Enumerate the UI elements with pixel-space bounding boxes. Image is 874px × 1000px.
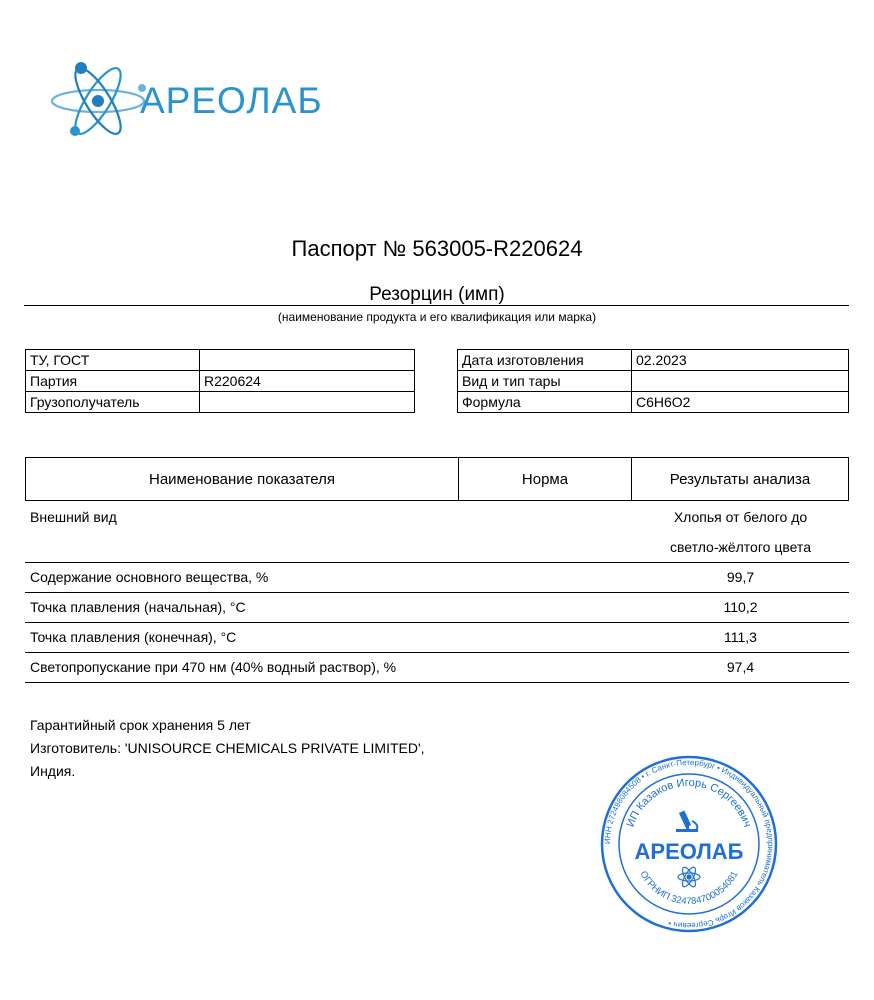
result-value: 97,4: [726, 659, 755, 675]
table-row: [25, 622, 849, 653]
info-row-manufacture-date: [458, 350, 849, 371]
info-label: Дата изготовления: [458, 350, 632, 371]
stamp-upper-text: ИП Казаков Игорь Сергеевич: [624, 776, 754, 829]
info-label: Вид и тип тары: [458, 371, 632, 392]
table-row: [25, 592, 849, 623]
info-value: R220624: [200, 371, 415, 392]
info-table-left: [25, 349, 415, 413]
indicator-name: Внешний вид: [30, 509, 117, 525]
table-row: [25, 501, 849, 563]
product-name: Резорцин (имп): [369, 284, 505, 305]
column-header-result: Результаты анализа: [632, 458, 849, 501]
table-row: [25, 562, 849, 593]
indicator-name: Содержание основного вещества, %: [30, 569, 269, 585]
info-label: Партия: [26, 371, 200, 392]
indicator-name: Точка плавления (конечная), °С: [30, 629, 237, 645]
info-table-right: [457, 349, 849, 413]
info-value: 02.2023: [632, 350, 849, 371]
info-label: ТУ, ГОСТ: [26, 350, 200, 371]
result-value: 110,2: [723, 599, 758, 615]
column-header-indicator: Наименование показателя: [26, 458, 459, 501]
info-row-consignee: [26, 392, 415, 413]
passport-title: Паспорт № 563005-R220624: [291, 236, 583, 261]
column-header-norm: Норма: [459, 458, 632, 501]
info-value: [632, 371, 849, 392]
info-row-tu-gost: [26, 350, 415, 371]
stamp-center-text: АРЕОЛАБ: [634, 839, 744, 864]
info-label: Грузополучатель: [26, 392, 200, 413]
result-value: 99,7: [726, 569, 755, 585]
info-row-formula: [458, 392, 849, 413]
logo-text: АРЕОЛАБ: [140, 80, 323, 121]
product-underline: [24, 305, 849, 306]
info-label: Формула: [458, 392, 632, 413]
microscope-icon: [676, 810, 698, 832]
atom-icon: [678, 865, 700, 888]
manufacturer-note: Изготовитель: 'UNISOURCE CHEMICALS PRIVATE LIMITED',: [30, 740, 425, 756]
info-row-batch: [26, 371, 415, 392]
stamp-lower-text: ОГРНИП 324784700054081: [637, 869, 741, 907]
product-caption: (наименование продукта и его квалификация или марка): [277, 310, 597, 324]
info-row-container-type: [458, 371, 849, 392]
footer-notes: [30, 714, 425, 783]
stamp-outer-text: ИНН 272498084508 • г. Санкт-Петербург • Индивидуальный предприниматель Казаков Игорь Сергеевич •: [602, 757, 776, 931]
company-stamp: [600, 755, 778, 933]
table-row: [25, 652, 849, 683]
shelf-life-note: Гарантийный срок хранения 5 лет: [30, 717, 251, 733]
info-value: C6H6O2: [632, 392, 849, 413]
info-value: [200, 350, 415, 371]
result-value-line2: светло-жёлтого цвета: [670, 539, 811, 555]
result-value: 111,3: [724, 629, 757, 645]
country-note: Индия.: [30, 763, 76, 779]
indicator-name: Точка плавления (начальная), °С: [30, 599, 246, 615]
indicator-name: Светопропускание при 470 нм (40% водный раствор), %: [30, 659, 397, 675]
spec-table-header: [25, 457, 849, 501]
info-value: [200, 392, 415, 413]
result-value: Хлопья от белого до: [673, 509, 808, 525]
